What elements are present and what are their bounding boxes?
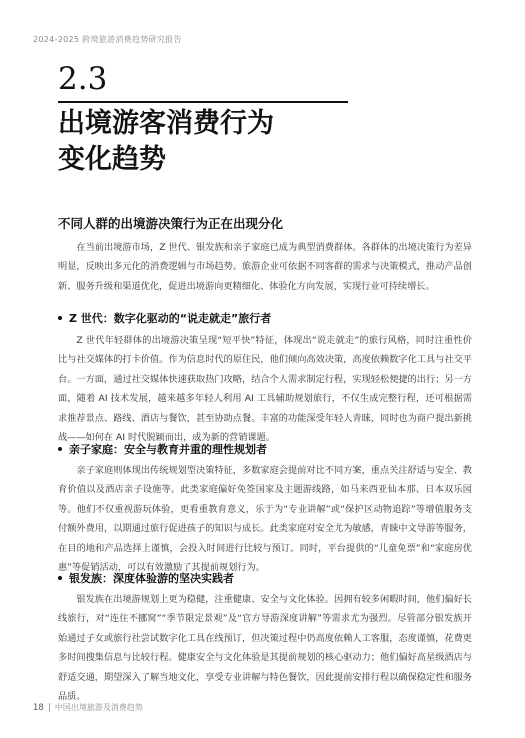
section-title-line-2: 变化趋势 xyxy=(58,144,166,175)
section-number: 2.3 xyxy=(58,61,108,97)
group-title: 亲子家庭：安全与教育并重的理性规划者 xyxy=(69,443,267,456)
group-paragraph-family: 亲子家庭则体现出传统规划型决策特征，多数家庭会提前对比不同方案，重点关注舒适与安全、教育价值以及酒店亲子设施等。此类家庭偏好免签国家及主题游线路，如马来西亚仙本那、日本双乐园等。他们不仅重视游玩体验，更看重教育意义，乐于为“专业讲解”或“保护区动物追踪”等增值服务支付额外费用，以期通过旅行促进孩子的知识与成长。此类家庭对安全尤为敏感，青睐中文导游等服务，在目的地和产品选择上谨慎，会投入时间进行比较与预订。同时，平台提供的“儿童免票”和“家庭房优惠”等促销活动，可以有效激励了其提前规划行为。 xyxy=(58,465,472,574)
section-title xyxy=(58,106,378,178)
section-rule xyxy=(58,101,348,103)
page-footer xyxy=(33,702,143,713)
section-title-line-1: 出境游客消费行为 xyxy=(58,108,274,139)
group-heading-genz xyxy=(58,310,271,326)
group-paragraph-senior: 银发族在出境游规划上更为稳健，注重健康、安全与文化体验。因拥有较多闲暇时间，他们偏好长线旅行，对“连住不挪窝”“季节限定景观”及“官方导游深度讲解”等需求尤为强烈。尽管部分银发族开始通过子女或旅行社尝试数字化工具在线预订，但决策过程中仍高度依赖人工客服，态度谨慎，花费更多时间搜集信息与比较行程。健康安全与文化体验是其提前规划的核心驱动力；他们偏好高星级酒店与舒适交通，期望深入了解当地文化，享受专业讲解与特色餐饮，因此提前安排行程以确保稳定性和服务品质。 xyxy=(58,594,472,703)
group-title: Z 世代：数字化驱动的“说走就走”旅行者 xyxy=(69,312,272,325)
footer-label: 中国出境旅游及消费趋势 xyxy=(54,703,143,712)
running-header: 2024-2025 跨境旅游消费趋势研究报告 xyxy=(33,35,182,44)
group-title: 银发族：深度体验游的坚决实践者 xyxy=(69,572,234,585)
footer-divider xyxy=(49,703,50,712)
subsection-heading: 不同人群的出境游决策行为正在出现分化 xyxy=(58,216,284,231)
group-paragraph-genz: Z 世代年轻群体的出境游决策呈现“短平快”特征，体现出“说走就走”的旅行风格，同时注重性价比与社交媒体的打卡价值。作为信息时代的原住民，他们倾向高效决策，高度依赖数字化工具与社交平台。一方面，通过社交媒体快速获取热门攻略，结合个人需求制定行程，实现轻松便捷的出行；另一方面，随着 AI 技术发展，越来越多年轻人利用 AI 工具辅助规划旅行，不仅生成完整行程，还可根据需求推荐景点、路线、酒店与餐饮，甚至协助点餐。丰富的功能深受年轻人青睐，同时也为商户提出新挑战——如何在 AI 时代脱颖而出，成为新的营销课题。 xyxy=(58,335,472,444)
bullet-dot xyxy=(58,576,62,580)
intro-paragraph: 在当前出境游市场，Z 世代、银发族和亲子家庭已成为典型消费群体。各群体的出境决策行为差异明显，反映出多元化的消费逻辑与市场趋势。旅游企业可依据不同客群的需求与决策模式，推动产品创新、服务升级和渠道优化，促进出境游向更精细化、体验化方向发展，实现行业可持续增长。 xyxy=(58,242,472,292)
group-heading-senior xyxy=(58,570,234,586)
page-number: 18 xyxy=(33,702,44,713)
group-heading-family xyxy=(58,441,267,457)
bullet-dot xyxy=(58,316,62,320)
bullet-dot xyxy=(58,447,62,451)
